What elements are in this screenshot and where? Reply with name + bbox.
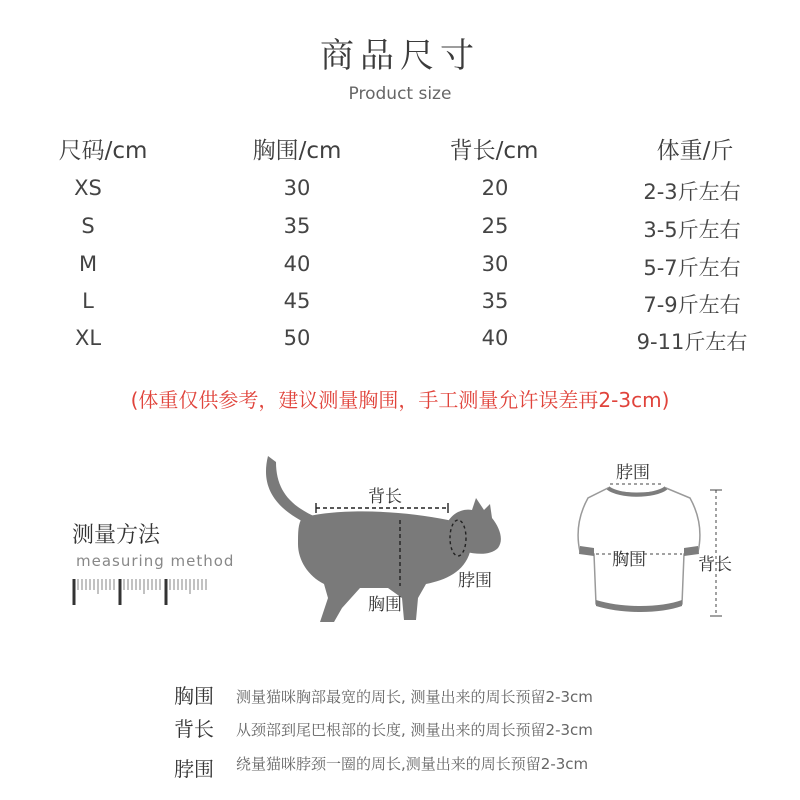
column-header-size: 尺码/cm xyxy=(58,138,148,164)
page-title: 商品尺寸 xyxy=(320,36,480,76)
weight-cell: 7-9斤左右 xyxy=(643,293,741,317)
definition-text-chest: 测量猫咪胸部最宽的周长, 测量出来的周长预留2-3cm xyxy=(236,688,593,706)
ruler-icon xyxy=(72,576,212,608)
cat-neck-label: 脖围 xyxy=(458,571,492,591)
cat-chest-label: 胸围 xyxy=(368,595,402,615)
page-subtitle: Product size xyxy=(348,84,452,104)
weight-note: (体重仅供参考，建议测量胸围，手工测量允许误差再2-3cm) xyxy=(130,388,670,412)
size-cell: XL xyxy=(74,326,102,350)
column-header-back-length: 背长/cm xyxy=(449,138,539,164)
weight-cell: 2-3斤左右 xyxy=(643,180,741,204)
definition-text-back-length: 从颈部到尾巴根部的长度, 测量出来的周长预留2-3cm xyxy=(236,721,593,739)
weight-cell: 9-11斤左右 xyxy=(636,330,748,354)
column-header-weight: 体重/斤 xyxy=(656,138,734,164)
chest-cell: 50 xyxy=(283,326,311,350)
cat-back-length-label: 背长 xyxy=(368,487,402,507)
chest-cell: 40 xyxy=(283,252,311,276)
size-cell: M xyxy=(78,252,98,276)
definition-term-back-length: 背长 xyxy=(174,717,214,741)
back-length-cell: 20 xyxy=(481,176,509,200)
definition-term-neck: 脖围 xyxy=(174,757,214,781)
back-length-cell: 30 xyxy=(481,252,509,276)
weight-cell: 5-7斤左右 xyxy=(643,256,741,280)
shirt-back-length-label: 背长 xyxy=(698,555,732,575)
size-cell: L xyxy=(82,289,94,313)
method-subtitle: measuring method xyxy=(76,552,235,570)
method-title: 测量方法 xyxy=(72,523,161,548)
column-header-chest: 胸围/cm xyxy=(252,138,342,164)
back-length-cell: 25 xyxy=(481,214,509,238)
size-cell: XS xyxy=(74,176,102,200)
chest-cell: 45 xyxy=(283,289,311,313)
back-length-cell: 35 xyxy=(481,289,509,313)
weight-cell: 3-5斤左右 xyxy=(643,218,741,242)
shirt-chest-label: 胸围 xyxy=(612,550,646,570)
chest-cell: 35 xyxy=(283,214,311,238)
back-length-cell: 40 xyxy=(481,326,509,350)
shirt-neck-label: 脖围 xyxy=(616,463,650,483)
definition-term-chest: 胸围 xyxy=(174,684,214,708)
size-cell: S xyxy=(81,214,95,238)
definition-text-neck: 绕量猫咪脖颈一圈的周长,测量出来的周长预留2-3cm xyxy=(236,755,589,773)
chest-cell: 30 xyxy=(283,176,311,200)
